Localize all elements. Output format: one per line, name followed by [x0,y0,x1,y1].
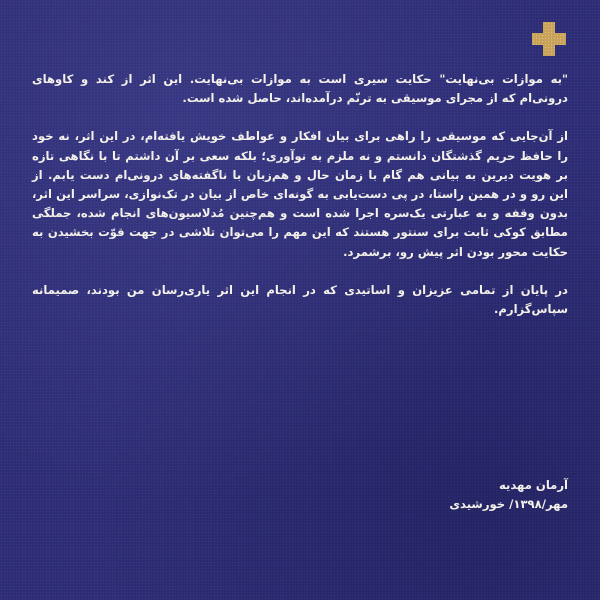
signature-date: مهر/۱۳۹۸/ خورشیدی [449,497,568,511]
gold-cross-ornament-icon [532,22,566,56]
body-paragraph: از آن‌جایی که موسیقی را راهی برای بیان افکار و عواطف خویش یافته‌ام، در این اثر، نه خود را حافظ حریم گذشتگان دانستم و نه ملزم به نوآوری؛ بلکه سعی بر آن داشتم تا با نگاهی تازه بر هویت دیرین به بیانی هم گام با زمان حال و هم‌زبان با ناگفته‌های درونی‌ام دست یابم. از این رو و در همین راستا، در پی دست‌یابی به گونه‌ای خاص از بیان در تک‌نوازی، سراسر این اثر، بدون وقفه و به عبارتی یک‌سره اجرا شده است و هم‌چنین مُدلاسیون‌های انجام شده، جملگی مطابق کوکی ثابت برای سنتور هستند که این مهم را می‌توان تلاشی در جهت قوّت بخشیدن به حکایت محور بودن اثر پیش رو، برشمرد. [32,129,568,259]
intro-paragraph: "به موازات بی‌نهایت" حکایت سیری است به موازات بی‌نهایت. این اثر از کند و کاوهای درونی‌ام که از مجرای موسیقی به ترنّم درآمده‌اند، حاصل شده است. [32,72,568,106]
thanks-paragraph: در پایان از تمامی عزیزان و اساتیدی که در انجام این اثر یاری‌رسان من بودند، صمیمانه سپاس‌گزارم. [32,282,568,317]
author-name: آرمان مهدیه [498,478,568,492]
statement-text [32,70,568,338]
signature-block [449,476,568,514]
